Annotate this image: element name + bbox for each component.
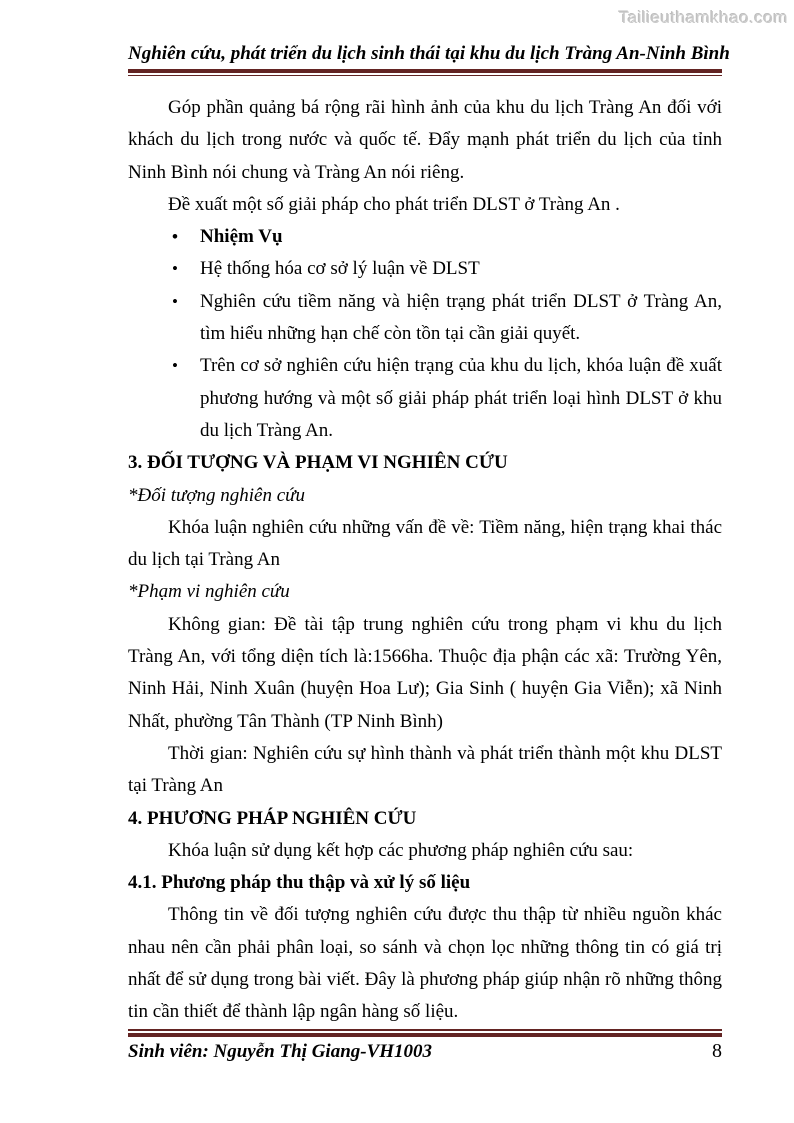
paragraph-intro: Góp phần quảng bá rộng rãi hình ảnh của khu du lịch Tràng An đối với khách du lịch trong nước và quốc tế. Đẩy mạnh phát triển du lịch của tỉnh Ninh Bình nói chung và Tràng An nói riêng. [128, 97, 722, 183]
bullet-icon: • [172, 227, 178, 247]
bullet-icon: • [172, 291, 178, 311]
paragraph-method-detail: Thông tin về đối tượng nghiên cứu được thu thập từ nhiều nguồn khác nhau nên cần phải phân loại, so sánh và chọn lọc những thông tin có giá trị nhất để sử dụng trong bài viết. Đây là phương pháp giúp nhận rõ những thông tin cần thiết để thành lập ngân hàng số liệu. [128, 904, 722, 1023]
page-number: 8 [712, 1040, 722, 1062]
section-heading-4-1: 4.1. Phương pháp thu thập và xử lý số liệu [128, 872, 471, 894]
list-item-label: Nhiệm Vụ [200, 226, 283, 248]
list-item-label: Hệ thống hóa cơ sở lý luận về DLST [200, 258, 480, 280]
paragraph-khong-gian: Không gian: Đề tài tập trung nghiên cứu trong phạm vi khu du lịch Tràng An, với tổng diện tích là:1566ha. Thuộc địa phận các xã: Trường Yên, Ninh Hải, Ninh Xuân (huyện Hoa Lư); Gia Sinh ( huyện Gia Viễn); xã Ninh Nhất, phường Tân Thành (TP Ninh Bình) [128, 613, 722, 732]
bullet-icon: • [172, 356, 178, 376]
footer-rule [128, 1029, 722, 1037]
list-item-label: Nghiên cứu tiềm năng và hiện trạng phát triển DLST ở Tràng An, tìm hiểu những hạn chế còn tồn tại cần giải quyết. [200, 290, 722, 345]
page-footer [128, 1038, 722, 1065]
list-item [128, 350, 722, 447]
subheading-doi-tuong: *Đối tượng nghiên cứu [128, 484, 306, 506]
paragraph-proposal: Đề xuất một số giải pháp cho phát triển DLST ở Tràng An . [168, 193, 620, 215]
list-item-label: Trên cơ sở nghiên cứu hiện trạng của khu du lịch, khóa luận đề xuất phương hướng và một số giải pháp phát triển loại hình DLST ở khu du lịch Tràng An. [200, 355, 722, 441]
document-body [128, 92, 722, 1029]
paragraph-methods-intro: Khóa luận sử dụng kết hợp các phương pháp nghiên cứu sau: [168, 839, 634, 861]
subheading-pham-vi: *Phạm vi nghiên cứu [128, 581, 290, 603]
header-rule [128, 69, 722, 76]
header-title: Nghiên cứu, phát triển du lịch sinh thái tại khu du lịch Tràng An-Ninh Bình [128, 43, 730, 64]
watermark-text: Tailieuthamkhao.com [618, 8, 788, 27]
footer-author: Sinh viên: Nguyễn Thị Giang-VH1003 [128, 1041, 433, 1062]
paragraph-thoi-gian: Thời gian: Nghiên cứu sự hình thành và phát triển thành một khu DLST tại Tràng An [128, 742, 722, 797]
list-item [128, 286, 722, 351]
section-heading-4: 4. PHƯƠNG PHÁP NGHIÊN CỨU [128, 807, 417, 829]
bullet-icon: • [172, 259, 178, 279]
list-item [128, 253, 722, 285]
paragraph-doi-tuong: Khóa luận nghiên cứu những vấn đề về: Tiềm năng, hiện trạng khai thác du lịch tại Tràng An [128, 516, 722, 571]
page-header [128, 42, 730, 76]
footer-rule-thick-line [128, 1033, 722, 1037]
section-heading-3: 3. ĐỐI TƯỢNG VÀ PHẠM VI NGHIÊN CỨU [128, 452, 508, 474]
list-item [128, 221, 722, 253]
task-bullet-list [128, 221, 722, 447]
header-rule-thin-line [128, 75, 722, 76]
